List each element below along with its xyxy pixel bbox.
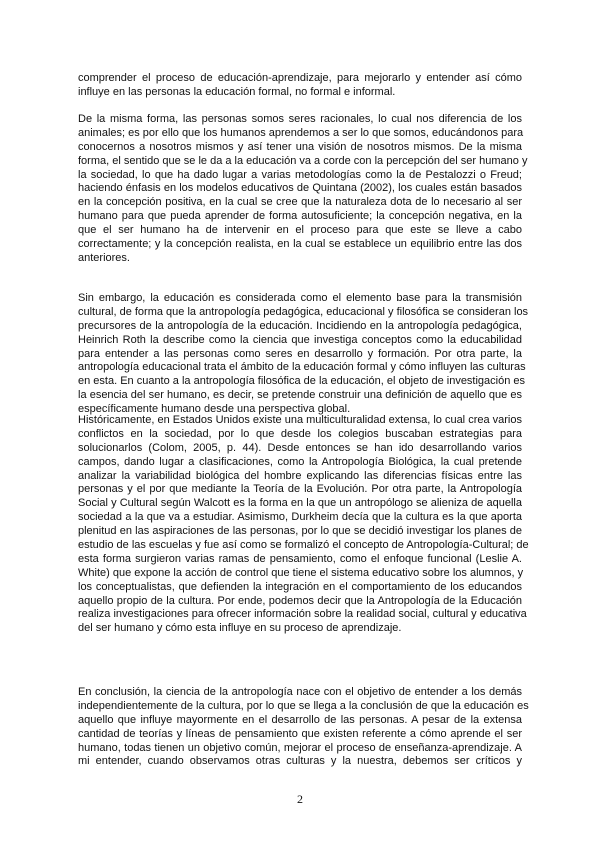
text-line: la esencia del ser humano, es decir, se pretende construir una definición de aquello que es <box>78 389 522 402</box>
text-line: antropología educacional trata el ámbito de la educación formal y cómo influyen las culturas <box>78 361 526 374</box>
text-line: Sin embargo, la educación es considerada como el elemento base para la transmisión <box>78 292 522 304</box>
text-line: sociedad a la que va a estudiar. Asimismo, Durkheim decía que la cultura es la que aporta <box>78 511 522 524</box>
text-line: esta forma surgieron varias ramas de pensamiento, como el enfoque funcional (Leslie A. <box>78 552 522 565</box>
paragraph-5 <box>78 686 529 769</box>
text-line: plenitud en las aspiraciones de las personas, por lo que se decidió investigar los planes de <box>78 525 522 538</box>
text-line: estudio de las escuelas y fue así como se formalizó el concepto de Antropología-Cultural; de <box>78 539 529 552</box>
text-line: Heinrich Roth la describe como la ciencia que investiga conceptos como la educabilidad <box>78 333 522 346</box>
text-line: solucionarlos (Colom, 2005, p. 44). Desde entonces se han ido desarrollando varios <box>78 441 522 454</box>
text-line: en la concepción positiva, en la cual se cree que la naturaleza dota de lo necesario al ser <box>78 196 522 209</box>
text-line: Históricamente, en Estados Unidos existe una multiculturalidad extensa, lo cual crea varios <box>78 414 522 426</box>
text-line: independientemente de la cultura, por lo que se llega a la conclusión de que la educación es <box>78 699 529 712</box>
text-line: personas y el por que mediante la Teoría de la Evolución. Por otra parte, la Antropología <box>78 483 522 496</box>
text-line: animales; es por ello que los humanos aprendemos a ser lo que somos, educándonos para <box>78 126 524 139</box>
text-line: influye en las personas la educación formal, no formal e informal. <box>78 85 396 98</box>
text-line: correctamente; y la concepción realista, en la cual se establece un equilibrio entre las dos <box>78 238 522 251</box>
text-line: humano para que pueda aprender de forma autosuficiente; la concepción negativa, en la <box>78 210 522 223</box>
text-line: analizar la variabilidad biológica del hombre explicando las diferencias físicas entre las <box>78 469 522 482</box>
text-line: en esta. En cuanto a la antropología filosófica de la educación, el objeto de investigación es <box>78 375 526 388</box>
paragraph-1 <box>78 72 522 100</box>
text-line: comprender el proceso de educación-aprendizaje, para mejorarlo y entender así cómo <box>78 72 522 84</box>
text-line: anteriores. <box>78 251 130 264</box>
text-line: que el ser humano ha de intervenir en el proceso para que este se lleve a cabo <box>78 224 522 237</box>
text-line: del ser humano y cómo esta influye en su proceso de aprendizaje. <box>78 622 402 635</box>
text-line: humano, todas tienen un objetivo común, mejorar el proceso de enseñanza-aprendizaje. A <box>78 741 522 754</box>
paragraph-4 <box>78 414 529 636</box>
text-line: específicamente humano desde una perspectiva global. <box>78 403 351 416</box>
text-line: aquello propio de la cultura. Por ende, podemos decir que la Antropología de la Educación <box>78 594 522 607</box>
paragraph-3 <box>78 292 529 417</box>
paragraph-2 <box>78 113 528 266</box>
text-line: cultural, de forma que la antropología pedagógica, educacional y filosófica se consideran los <box>78 305 529 318</box>
text-line: haciendo énfasis en los modelos educativos de Quintana (2002), los cuales están basados <box>78 182 522 195</box>
text-line: realiza investigaciones para ofrecer información sobre la realidad social, cultural y educativa <box>78 608 527 621</box>
text-line: De la misma forma, las personas somos seres racionales, lo cual nos diferencia de los <box>78 113 522 125</box>
text-line: White) que expone la acción de control que tiene el sistema educativo sobre los alumnos, y <box>78 566 524 579</box>
text-line: forma, el sentido que se le da a la educación va a corde con la percepción del ser humano y <box>78 154 528 167</box>
text-line: aquello que influye mayormente en el desarrollo de las personas. A pesar de la extensa <box>78 713 522 726</box>
text-line: para entender a las personas como seres en desarrollo y formación. Por otra parte, la <box>78 347 522 360</box>
text-line: Social y Cultural según Walcott es la forma en la que un antropólogo se alieniza de aquella <box>78 497 522 510</box>
text-line: campos, dando lugar a clasificaciones, como la Antropología Biológica, la cual pretende <box>78 455 522 468</box>
text-line: cantidad de teorías y líneas de pensamiento que existen referente a cómo aprende el ser <box>78 727 522 740</box>
text-line: conflictos en la sociedad, por lo que desde los colegios buscaban estrategias para <box>78 427 522 440</box>
text-line: conocernos a nosotros mismos y así tener una visión de nosotros mismos. De la misma <box>78 140 522 153</box>
text-line: mi entender, cuando observamos otras culturas y la nuestra, debemos ser críticos y <box>78 755 522 768</box>
page-number: 2 <box>297 792 303 806</box>
text-line: la sociedad, lo que ha dado lugar a varias metodologías como la de Pestalozzi o Freud; <box>78 168 522 181</box>
text-line: precursores de la antropología de la educación. Incidiendo en la antropología pedagógica, <box>78 319 522 332</box>
text-line: los conceptualistas, que defienden la integración en el comportamiento de los educandos <box>78 580 522 593</box>
text-line: En conclusión, la ciencia de la antropología nace con el objetivo de entender a los demás <box>78 686 522 698</box>
